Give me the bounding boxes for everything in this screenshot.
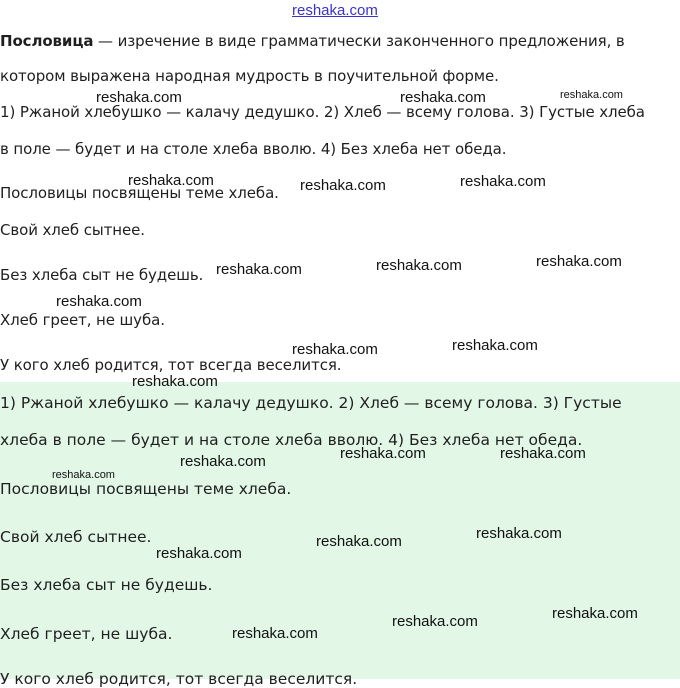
examples-line-1: 1) Ржаной хлебушко — калачу дедушко. 2) Хлеб — всему голова. 3) Густые хлеба [0, 103, 645, 121]
watermark-text: reshaka.com [316, 533, 402, 550]
watermark-text: reshaka.com [392, 613, 478, 630]
answer-proverb-2: Без хлеба сыт не будешь. [0, 266, 204, 284]
answer-proverb-3: Хлеб греет, не шуба. [0, 311, 165, 329]
watermark-text: reshaka.com [452, 337, 538, 354]
green-proverb-2: Без хлеба сыт не будешь. [0, 576, 213, 594]
answer-proverb-1: Свой хлеб сытнее. [0, 221, 145, 239]
watermark-text: reshaka.com [216, 261, 302, 278]
green-topic: Пословицы посвящены теме хлеба. [0, 480, 292, 498]
watermark-text: reshaka.com [340, 445, 426, 462]
watermark-text: reshaka.com [96, 89, 182, 106]
watermark-text: reshaka.com [232, 625, 318, 642]
watermark-text: reshaka.com [156, 545, 242, 562]
watermark-link[interactable]: reshaka.com [292, 2, 378, 19]
watermark-text: reshaka.com [476, 525, 562, 542]
definition-text: — изречение в виде грамматически законченного предложения, в [93, 32, 625, 50]
definition-line-1 [0, 32, 625, 50]
definition-term: Пословица [0, 32, 94, 50]
watermark-text: reshaka.com [460, 173, 546, 190]
watermark-text: reshaka.com [56, 293, 142, 310]
answer-proverb-4: У кого хлеб родится, тот всегда веселится. [0, 356, 342, 374]
watermark-text: reshaka.com [128, 172, 214, 189]
watermark-text: reshaka.com [400, 89, 486, 106]
answer-topic: Пословицы посвящены теме хлеба. [0, 184, 279, 202]
watermark-text: reshaka.com [292, 341, 378, 358]
watermark-text: reshaka.com [500, 445, 586, 462]
watermark-text: reshaka.com [376, 257, 462, 274]
green-proverb-4: У кого хлеб родится, тот всегда веселится. [0, 670, 358, 688]
watermark-text: reshaka.com [132, 373, 218, 390]
green-proverb-1: Свой хлеб сытнее. [0, 528, 152, 546]
watermark-text: reshaka.com [52, 469, 115, 481]
green-examples-line-2: хлеба в поле — будет и на столе хлеба вволю. 4) Без хлеба нет обеда. [0, 431, 583, 449]
watermark-text: reshaka.com [560, 89, 623, 101]
watermark-text: reshaka.com [552, 605, 638, 622]
green-proverb-3: Хлеб греет, не шуба. [0, 625, 173, 643]
green-examples-line-1: 1) Ржаной хлебушко — калачу дедушко. 2) Хлеб — всему голова. 3) Густые [0, 394, 622, 412]
definition-line-2: котором выражена народная мудрость в поучительной форме. [0, 67, 499, 85]
watermark-text: reshaka.com [300, 177, 386, 194]
watermark-text: reshaka.com [536, 253, 622, 270]
watermark-text: reshaka.com [180, 453, 266, 470]
examples-line-2: в поле — будет и на столе хлеба вволю. 4) Без хлеба нет обеда. [0, 140, 507, 158]
